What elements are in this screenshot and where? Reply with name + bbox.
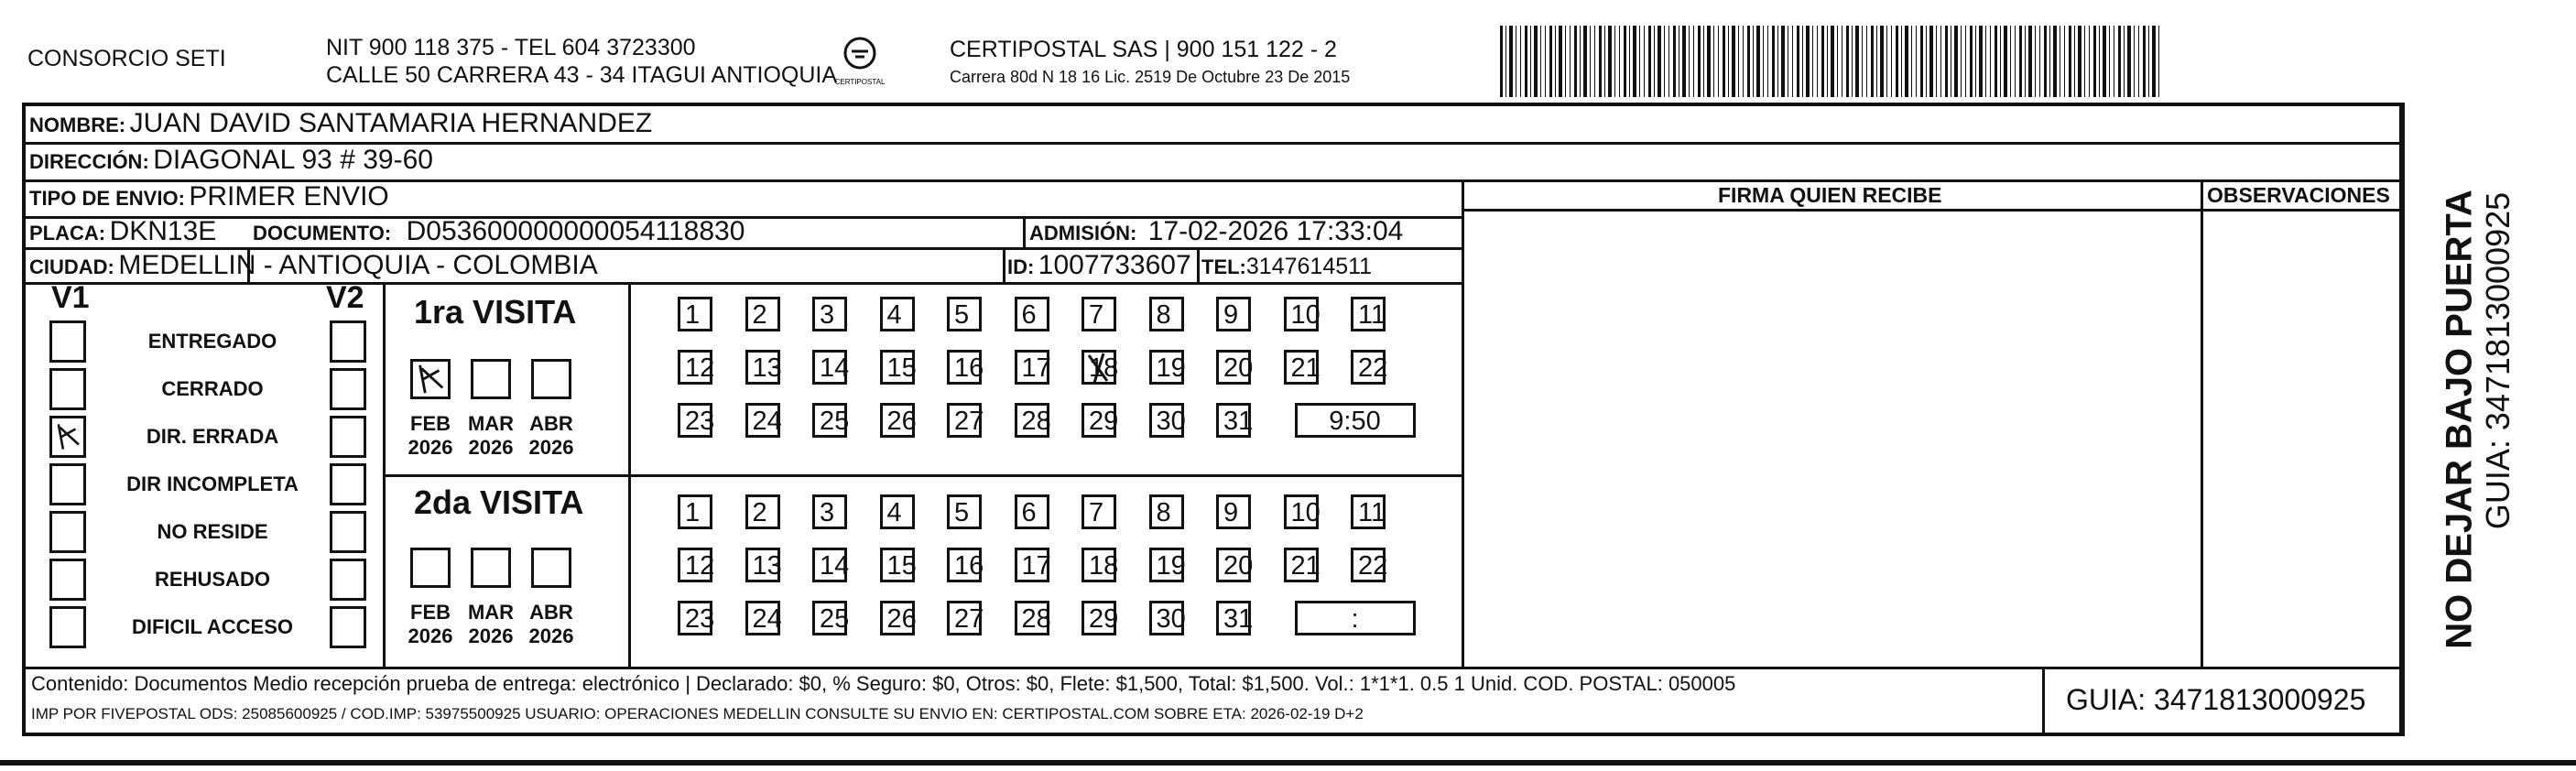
day-box[interactable]: 27: [947, 403, 982, 438]
guia-box: GUIA: 3471813000925: [2066, 683, 2366, 716]
day-box[interactable]: 15: [880, 350, 915, 385]
reason-label: REHUSADO: [155, 568, 270, 591]
day-box[interactable]: 9: [1216, 297, 1251, 331]
day-box[interactable]: 13: [745, 548, 780, 582]
day-box[interactable]: 31: [1216, 403, 1251, 438]
day-box[interactable]: 23: [678, 601, 712, 635]
day-box[interactable]: 8: [1149, 494, 1184, 529]
month-checkbox[interactable]: [471, 359, 511, 399]
admision-field: ADMISIÓN: 17-02-2026 17:33:04: [1029, 216, 1404, 246]
day-box[interactable]: 22: [1351, 548, 1386, 582]
reason-label: CERRADO: [161, 377, 264, 400]
tel-field: TEL:3147614511: [1201, 254, 1373, 279]
month-label: MAR 2026: [467, 601, 515, 647]
day-box[interactable]: 9: [1216, 494, 1251, 529]
svg-text:CERTIPOSTAL: CERTIPOSTAL: [834, 78, 886, 86]
day-box[interactable]: 17: [1015, 548, 1049, 582]
col-divider: [1003, 247, 1005, 282]
address-line: CALLE 50 CARRERA 43 - 34 ITAGUI ANTIOQUIA: [326, 62, 838, 88]
row-divider: [383, 474, 1462, 477]
reason-label: NO RESIDE: [157, 520, 268, 543]
day-box[interactable]: 10: [1284, 494, 1319, 529]
v2-checkbox[interactable]: [330, 320, 366, 363]
day-box[interactable]: 30: [1149, 403, 1184, 438]
no-dejar-bajo-puerta: NO DEJAR BAJO PUERTA: [2439, 190, 2480, 649]
imp-line: IMP POR FIVEPOSTAL ODS: 25085600925 / COD.IMP: 53975500925 USUARIO: OPERACIONES MEDELLIN CONSULTE SU ENVIO EN: CERTIPOSTAL.COM SOBRE ETA: 2026-02-19 D+2: [31, 705, 1364, 722]
month-label: MAR 2026: [467, 412, 515, 459]
month-checkbox[interactable]: [410, 548, 451, 588]
day-box[interactable]: 19: [1149, 350, 1184, 385]
col-divider: [2399, 103, 2402, 736]
observaciones-header: OBSERVACIONES: [2207, 183, 2390, 207]
day-box[interactable]: 30: [1149, 601, 1184, 635]
day-box[interactable]: 24: [745, 403, 780, 438]
day-box[interactable]: 27: [947, 601, 982, 635]
nombre-row: NOMBRE: JUAN DAVID SANTAMARIA HERNANDEZ: [29, 108, 653, 138]
day-box[interactable]: 18: [1081, 548, 1116, 582]
month-label: FEB 2026: [408, 412, 453, 459]
day-box[interactable]: 17: [1015, 350, 1049, 385]
reason-label: ENTREGADO: [147, 330, 277, 353]
day-box[interactable]: 12: [678, 548, 712, 582]
certipostal-line: CERTIPOSTAL SAS | 900 151 122 - 2: [950, 37, 1337, 62]
id-field: ID: 1007733607: [1007, 250, 1191, 280]
day-box[interactable]: 23: [678, 403, 712, 438]
time-box[interactable]: 9:50: [1295, 403, 1416, 438]
v2-checkbox[interactable]: [330, 368, 366, 410]
v1-checkbox[interactable]: [49, 368, 86, 410]
month-label: FEB 2026: [408, 601, 453, 647]
month-checkbox[interactable]: [410, 359, 451, 399]
day-box[interactable]: 26: [880, 601, 915, 635]
day-box[interactable]: 16: [947, 548, 982, 582]
v2-checkbox[interactable]: [330, 463, 366, 505]
day-box[interactable]: 26: [880, 403, 915, 438]
col-divider: [1197, 247, 1200, 282]
visit1-title: 1ra VISITA: [414, 293, 577, 331]
day-box[interactable]: 21: [1284, 350, 1319, 385]
day-box[interactable]: 15: [880, 548, 915, 582]
row-divider: [22, 282, 1462, 285]
v2-checkbox[interactable]: [330, 606, 366, 648]
certipostal-logo: [831, 33, 888, 90]
day-box[interactable]: 19: [1149, 548, 1184, 582]
row-divider: [22, 667, 2405, 669]
day-box[interactable]: 29: [1081, 403, 1116, 438]
v1-checkbox[interactable]: [49, 559, 86, 601]
month-checkbox[interactable]: [531, 359, 571, 399]
day-box[interactable]: 12: [678, 350, 712, 385]
day-box[interactable]: 5: [947, 494, 982, 529]
row-divider: [1462, 209, 2405, 212]
month-checkbox[interactable]: [531, 548, 571, 588]
v2-checkbox[interactable]: [330, 416, 366, 458]
day-box[interactable]: 7: [1081, 297, 1116, 331]
day-box[interactable]: 2: [745, 494, 780, 529]
col-divider: [2042, 667, 2045, 736]
day-box[interactable]: 28: [1015, 403, 1049, 438]
v1-checkbox[interactable]: [49, 463, 86, 505]
day-box[interactable]: 1: [678, 297, 712, 331]
ciudad-field: CIUDAD: MEDELLIN - ANTIOQUIA - COLOMBIA: [29, 250, 598, 280]
day-box[interactable]: 24: [745, 601, 780, 635]
day-box[interactable]: 4: [880, 494, 915, 529]
day-box[interactable]: 4: [880, 297, 915, 331]
v2-checkbox[interactable]: [330, 559, 366, 601]
day-box[interactable]: 25: [812, 601, 847, 635]
month-label: ABR 2026: [528, 412, 574, 459]
day-box[interactable]: 1: [678, 494, 712, 529]
company-name: CONSORCIO SETI: [27, 46, 226, 71]
day-box[interactable]: 11: [1351, 297, 1386, 331]
day-box[interactable]: 18: [1081, 350, 1116, 385]
col-divider: [1023, 216, 1026, 247]
contenido-line: Contenido: Documentos Medio recepción prueba de entrega: electrónico | Declarado: $0, % Seguro: $0, Otros: $0, Flete: $1,500, Total: $1,500. Vol.: 1*1*1. 0.5 1 Unid. COD. POSTAL: 050005: [31, 672, 1736, 695]
day-box[interactable]: 28: [1015, 601, 1049, 635]
v1-checkbox[interactable]: [49, 320, 86, 363]
col-divider: [1462, 179, 1464, 667]
day-box[interactable]: 6: [1015, 494, 1049, 529]
day-box[interactable]: 13: [745, 350, 780, 385]
day-box[interactable]: 22: [1351, 350, 1386, 385]
direccion-row: DIRECCIÓN: DIAGONAL 93 # 39-60: [29, 145, 433, 175]
month-checkbox[interactable]: [471, 548, 511, 588]
day-box[interactable]: 7: [1081, 494, 1116, 529]
day-box[interactable]: 16: [947, 350, 982, 385]
reason-label: DIFICIL ACCESO: [131, 615, 293, 638]
day-box[interactable]: 21: [1284, 548, 1319, 582]
tipo-envio-row: TIPO DE ENVIO: PRIMER ENVIO: [29, 181, 389, 212]
v1-checkbox[interactable]: [49, 511, 86, 553]
day-box[interactable]: 8: [1149, 297, 1184, 331]
side-guia: GUIA: 3471813000925: [2479, 191, 2516, 530]
observations-area[interactable]: [2204, 212, 2397, 665]
day-box[interactable]: 25: [812, 403, 847, 438]
v2-label: V2: [326, 280, 364, 315]
barcode: [1500, 26, 2161, 97]
day-box[interactable]: 31: [1216, 601, 1251, 635]
day-box[interactable]: 11: [1351, 494, 1386, 529]
day-box[interactable]: 14: [812, 548, 847, 582]
day-box[interactable]: 20: [1216, 350, 1251, 385]
placa-field: PLACA: DKN13E: [29, 216, 217, 246]
v1-label: V1: [51, 280, 90, 315]
day-box[interactable]: 14: [812, 350, 847, 385]
day-box[interactable]: 2: [745, 297, 780, 331]
reason-label: DIR INCOMPLETA: [126, 472, 299, 495]
day-box[interactable]: 20: [1216, 548, 1251, 582]
nit-line: NIT 900 118 375 - TEL 604 3723300: [326, 35, 696, 60]
col-divider: [2201, 179, 2203, 667]
v1-checkbox[interactable]: [49, 416, 86, 458]
license-line: Carrera 80d N 18 16 Lic. 2519 De Octubre 23 De 2015: [950, 68, 1351, 86]
time-box[interactable]: :: [1295, 601, 1416, 635]
day-box[interactable]: 3: [812, 297, 847, 331]
day-box[interactable]: 29: [1081, 601, 1116, 635]
month-label: ABR 2026: [528, 601, 574, 647]
firma-header: FIRMA QUIEN RECIBE: [1718, 183, 1942, 207]
documento-field: DOCUMENTO: D053600000000054118830: [253, 216, 745, 246]
v1-checkbox[interactable]: [49, 606, 86, 648]
reason-label: DIR. ERRADA: [146, 425, 279, 448]
visit2-title: 2da VISITA: [414, 483, 584, 521]
day-box[interactable]: 10: [1284, 297, 1319, 331]
day-box[interactable]: 6: [1015, 297, 1049, 331]
bottom-rule: [0, 760, 2576, 766]
v2-checkbox[interactable]: [330, 511, 366, 553]
day-box[interactable]: 3: [812, 494, 847, 529]
signature-area[interactable]: [1465, 212, 2198, 665]
day-box[interactable]: 5: [947, 297, 982, 331]
